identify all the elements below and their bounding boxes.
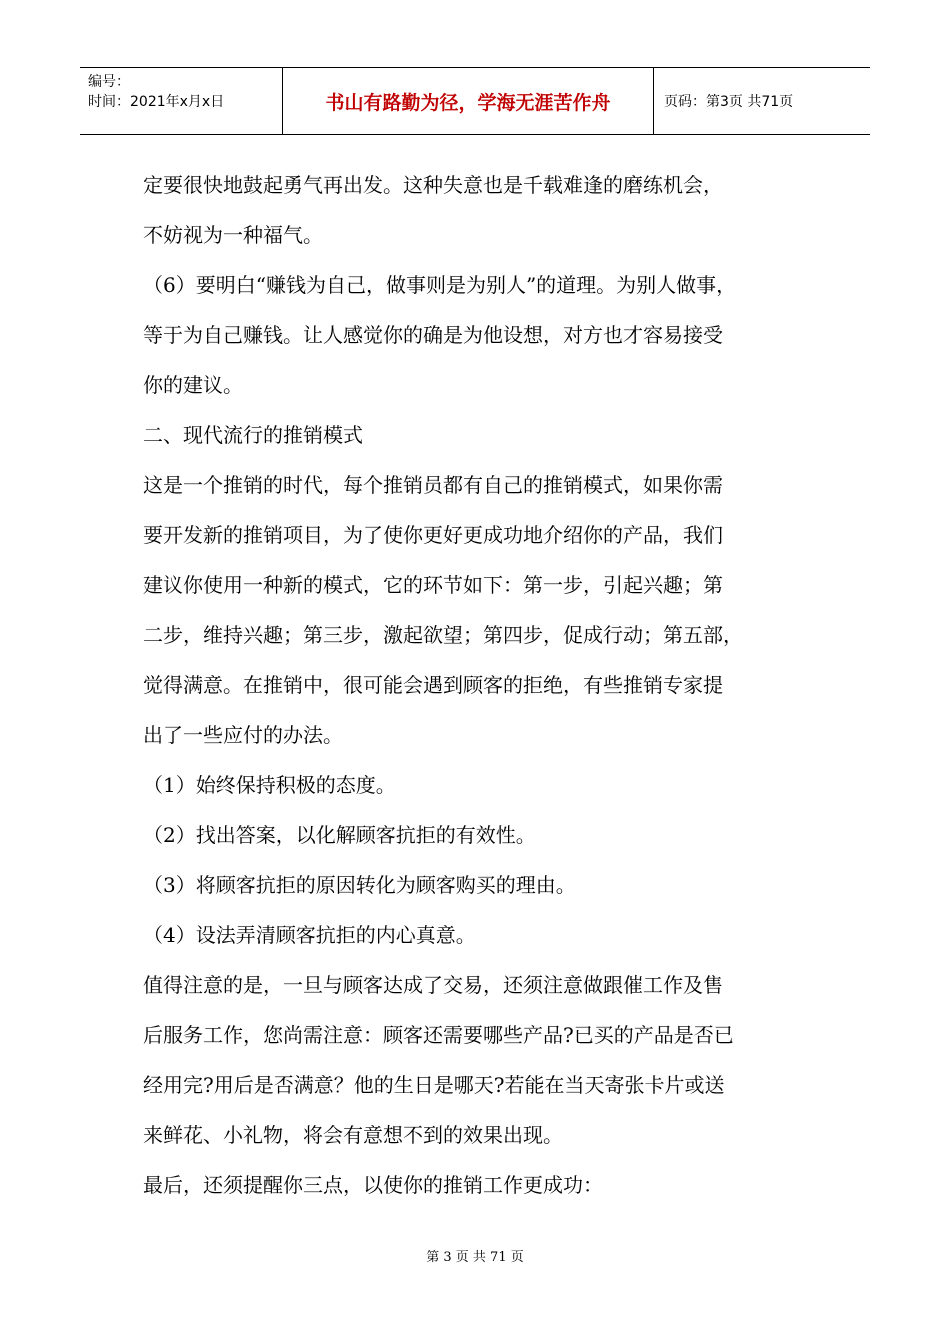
header-page-info: 页码：第3页 共71页 <box>664 94 794 110</box>
header-motto: 书山有路勤为径，学海无涯苦作舟 <box>283 68 654 134</box>
body-line: 出了一些应付的办法。 <box>143 723 343 747</box>
body-line: 二步，维持兴趣；第三步，激起欲望；第四步，促成行动；第五部， <box>143 623 743 647</box>
body-line: 等于为自己赚钱。让人感觉你的确是为他设想，对方也才容易接受 <box>143 323 723 347</box>
document-body <box>143 160 823 1210</box>
body-line: 定要很快地鼓起勇气再出发。这种失意也是千载难逢的磨练机会， <box>143 173 723 197</box>
page-header <box>80 67 870 135</box>
body-line: 这是一个推销的时代，每个推销员都有自己的推销模式，如果你需 <box>143 473 723 497</box>
list-item: （2）找出答案，以化解顾客抗拒的有效性。 <box>143 823 536 847</box>
body-line: 要开发新的推销项目，为了使你更好更成功地介绍你的产品，我们 <box>143 523 723 547</box>
body-line: 你的建议。 <box>143 373 243 397</box>
body-line: 来鲜花、小礼物，将会有意想不到的效果出现。 <box>143 1123 563 1147</box>
header-meta <box>80 68 283 134</box>
list-item: （3）将顾客抗拒的原因转化为顾客购买的理由。 <box>143 873 576 897</box>
body-line: 觉得满意。在推销中，很可能会遇到顾客的拒绝，有些推销专家提 <box>143 673 723 697</box>
body-line: 不妨视为一种福气。 <box>143 223 323 247</box>
body-line: （6）要明白“赚钱为自己，做事则是为别人”的道理。为别人做事， <box>143 273 737 297</box>
body-line: 后服务工作，您尚需注意：顾客还需要哪些产品?已买的产品是否已 <box>143 1023 734 1047</box>
section-heading: 二、现代流行的推销模式 <box>143 423 363 447</box>
list-item: （1）始终保持积极的态度。 <box>143 773 396 797</box>
body-line: 建议你使用一种新的模式，它的环节如下：第一步，引起兴趣；第 <box>143 573 723 597</box>
body-line: 值得注意的是，一旦与顾客达成了交易，还须注意做跟催工作及售 <box>143 973 723 997</box>
page-footer: 第 3 页 共 71 页 <box>426 1250 524 1265</box>
body-line: 最后，还须提醒你三点，以使你的推销工作更成功： <box>143 1173 603 1197</box>
body-line: 经用完?用后是否满意？他的生日是哪天?若能在当天寄张卡片或送 <box>143 1073 725 1097</box>
list-item: （4）设法弄清顾客抗拒的内心真意。 <box>143 923 476 947</box>
code-label: 编号： <box>88 74 130 90</box>
date-label: 时间：2021年x月x日 <box>88 94 225 110</box>
